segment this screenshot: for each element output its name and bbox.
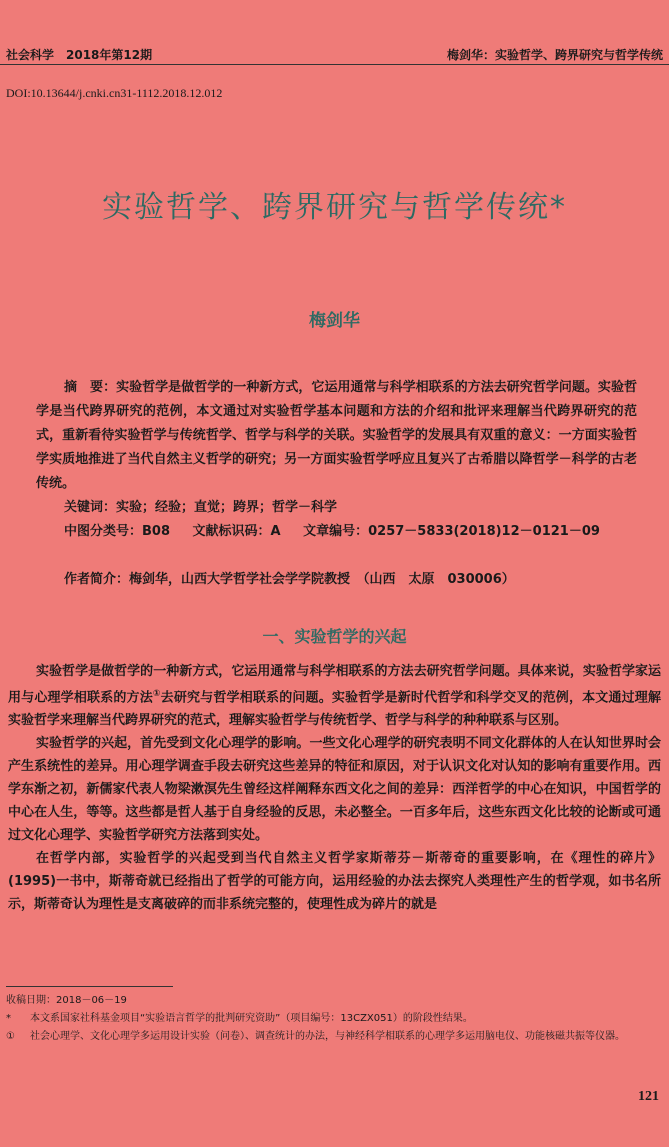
footnote-1: ① 社会心理学、文化心理学多运用设计实验（问卷）、调查统计的办法，与神经科学相联系的心理学多运用脑电仪、功能核磁共振等仪器。 bbox=[6, 1031, 625, 1042]
article-number: 文章编号：0257－5833(2018)12－0121－09 bbox=[303, 524, 600, 539]
section-title: 一、实验哲学的兴起 bbox=[262, 627, 407, 646]
paragraph-1: 实验哲学是做哲学的一种新方式，它运用通常与科学相联系的方法去研究哲学问题。具体来说，实验哲学家运用与心理学相联系的方法①去研究与哲学相联系的问题。实验哲学是新时代哲学和科学交叉的范例，本文通过理解实验哲学来理解当代跨界研究的范式，理解实验哲学与传统哲学、哲学与科学的种种联系与区别。 bbox=[8, 664, 661, 729]
abstract-label: 摘 要： bbox=[64, 380, 117, 395]
document-code: 文献标识码：A bbox=[192, 524, 281, 539]
abstract-text: 实验哲学是做哲学的一种新方式，它运用通常与科学相联系的方法去研究哲学问题。实验哲学是当代跨界研究的范例，本文通过对实验哲学基本问题和方法的介绍和批评来理解当代跨界研究的范式，重新看待实验哲学与传统哲学、哲学与科学的关联。实验哲学的发展具有双重的意义：一方面实验哲学实质地推进了当代自然主义哲学的研究；另一方面实验哲学呼应且复兴了古希腊以降哲学－科学的古老传统。 bbox=[36, 380, 637, 491]
author-name: 梅剑华 bbox=[309, 311, 360, 331]
doi: DOI:10.13644/j.cnki.cn31-1112.2018.12.012 bbox=[6, 86, 223, 100]
paragraph-2: 实验哲学的兴起，首先受到文化心理学的影响。一些文化心理学的研究表明不同文化群体的人在认知世界时会产生系统性的差异。用心理学调查手段去研究这些差异的特征和原因，对于认识文化对认知的影响有重要作用。西学东渐之初，新儒家代表人物梁漱溟先生曾经这样阐释东西文化之间的差异：西洋哲学的中心在知识，中国哲学的中心在人生，等等。这些都是哲人基于自身经验的反思，未必整全。一百多年后，这些东西文化比较的论断或可通过文化心理学、实验哲学研究方法落到实处。 bbox=[8, 736, 661, 844]
clc-number: 中图分类号：B08 bbox=[64, 524, 170, 539]
keywords: 关键词：实验；经验；直觉；跨界；哲学－科学 bbox=[64, 500, 338, 515]
footnote-star: * 本文系国家社科基金项目“实验语言哲学的批判研究资助”（项目编号：13CZX051）的阶段性结果。 bbox=[6, 1013, 473, 1024]
header-rule bbox=[0, 64, 669, 65]
article-title: 实验哲学、跨界研究与哲学传统* bbox=[102, 190, 567, 225]
paragraph-3: 在哲学内部，实验哲学的兴起受到当代自然主义哲学家斯蒂芬－斯蒂奇的重要影响，在《理性的碎片》(1995)一书中，斯蒂奇就已经指出了哲学的可能方向，运用经验的办法去探究人类理性产生的哲学观，如书名所示，斯蒂奇认为理性是支离破碎的而非系统完整的，使理性成为碎片的就是 bbox=[8, 851, 661, 913]
footnote-ref: ① bbox=[152, 689, 161, 699]
author-info: 作者简介：梅剑华，山西大学哲学社会学学院教授 （山西 太原 030006） bbox=[64, 572, 515, 587]
classification-line bbox=[64, 520, 618, 544]
footnotes bbox=[6, 992, 663, 1046]
received-date: 收稿日期：2018－06－19 bbox=[6, 995, 127, 1006]
body-text bbox=[8, 660, 661, 916]
abstract bbox=[36, 376, 637, 496]
running-title: 梅剑华：实验哲学、跨界研究与哲学传统 bbox=[446, 48, 663, 62]
page-number: 121 bbox=[638, 1089, 659, 1104]
footnote-rule bbox=[6, 986, 173, 987]
journal-issue: 社会科学 2018年第12期 bbox=[6, 48, 153, 62]
